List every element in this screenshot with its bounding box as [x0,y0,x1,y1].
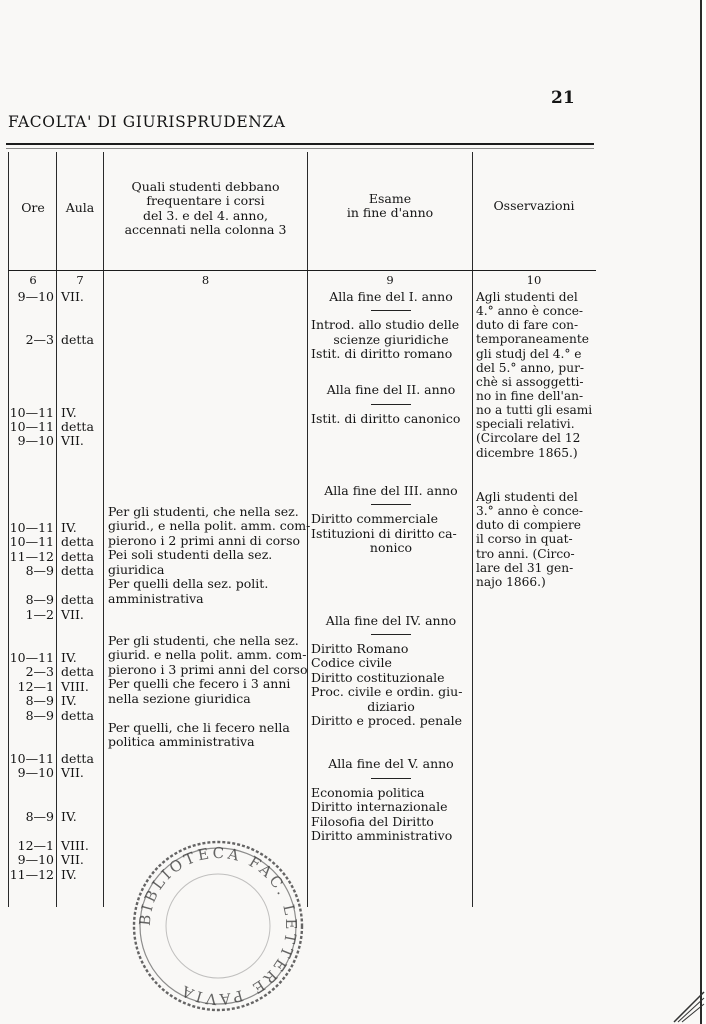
room-cell: IV. [61,693,77,709]
students-line: Per gli studenti, che nella sez. [108,633,299,648]
exam-line: Alla fine del I. anno [329,289,453,304]
rule-ore-aula [56,152,57,907]
room-cell: detta [61,418,94,434]
exam-line: Alla fine del II. anno [326,382,456,398]
header-col8-line: Quali studenti debbano [131,179,280,194]
hour-cell: 10—11 [9,404,54,420]
hour-cell [9,492,54,506]
note-line: dicembre 1865.) [476,445,578,460]
hour-cell: 9—10 [17,289,54,304]
col-number: 8 [201,273,210,287]
hour-cell [9,478,54,492]
students-line [108,706,308,720]
notes-block [476,490,598,589]
exam-separator [371,504,411,505]
corner-mark [672,978,706,1024]
col-number: 9 [386,273,394,287]
header-col8-line: frequentare i corsi [146,193,265,209]
hour-cell: 8—9 [25,808,54,824]
note-line: (Circolare del 12 [476,431,581,446]
room-cell [61,723,103,737]
exam-line [311,362,471,376]
students-line: Pei soli studenti della sez. [108,547,273,563]
exam-separator [371,404,411,405]
room-cell [61,319,103,333]
room-cell: IV. [61,404,77,420]
hour-cell: 12—1 [17,678,54,694]
hour-cell: 10—11 [9,751,54,766]
room-cell: IV. [61,866,77,882]
hour-cell [9,723,54,737]
exam-line [311,599,471,613]
note-line: il corso in quat- [476,532,573,547]
header-aula: Aula [65,200,95,215]
room-cell [61,463,103,477]
note-line: temporaneamente [476,332,589,347]
room-cell: VII. [61,433,84,449]
note-line: duto di fare con- [476,318,579,333]
hour-cell [9,795,54,809]
room-cell [61,377,103,391]
exam-separator [371,310,411,311]
hour-cell: 12—1 [17,837,54,853]
note-line: Agli studenti del [476,490,578,504]
title-rule-thin [6,148,594,149]
room-cell: detta [61,664,94,680]
exam-line: scienze giuridiche [333,331,449,347]
exam-line: diziario [367,698,415,714]
room-cell [61,637,103,651]
exam-line: Diritto amministrativo [311,828,453,844]
ore-column [9,290,54,882]
room-cell: VII. [61,606,84,622]
note-line: 4.° anno è conce- [476,304,584,319]
students-line: giurid. e nella polit. amm. com- [108,647,307,663]
hour-cell: 2—3 [25,332,54,348]
header-col10: Osservazioni [493,198,575,213]
hour-cell [9,304,54,318]
room-cell [61,824,103,838]
header-col8-line: accennati nella colonna 3 [124,222,287,238]
hour-cell [9,781,54,795]
students-line: Per quelli della sez. polit. [108,576,269,592]
hour-cell: 10—11 [9,520,54,535]
exam-line: Alla fine del IV. anno [325,612,457,628]
hour-cell: 10—11 [9,649,54,665]
students-line: Per quelli, che li fecero nella [108,719,290,735]
room-cell: VIII. [61,837,89,853]
students-line: nella sezione giuridica [108,690,251,706]
exam-line: Istit. di diritto canonico [311,410,461,426]
exam-line [311,455,471,469]
notes-block [476,290,598,460]
room-cell [61,579,103,593]
students-line: politica amministrativa [108,734,255,750]
hour-cell: 11—12 [9,548,54,564]
rule-aula-col8 [103,152,104,907]
hour-cell: 2—3 [25,664,54,680]
header-col8-line: del 3. e del 4. anno, [143,207,268,223]
exam-line: nonico [369,540,413,556]
exam-line: Diritto internazionale [311,799,448,815]
note-line: gli studj del 4.° e [476,346,582,361]
exam-column [311,290,471,844]
room-cell: detta [61,563,94,579]
students-line: pierono i 3 primi anni del corso [108,661,308,677]
header-col8 [104,180,307,238]
students-line: giurid., e nella polit. amm. com- [108,518,311,534]
exam-line: Diritto commerciale [311,511,438,527]
exam-line [311,556,471,570]
room-cell: detta [61,548,94,564]
col-number: 7 [76,273,84,287]
students-block [108,504,311,606]
exam-line: Diritto Romano [311,640,409,656]
exam-line: Filosofia del Diritto [311,813,434,829]
exam-line: Introd. allo studio delle [311,317,460,333]
hour-cell: 8—9 [25,693,54,709]
header-col9-line: Esame [368,191,412,206]
hour-cell [9,449,54,463]
hour-cell: 9—10 [17,433,54,449]
hour-cell: 10—11 [9,418,54,434]
hour-cell [9,362,54,376]
room-cell [61,795,103,809]
exam-line: Alla fine del V. anno [328,756,454,772]
note-line: no in fine dell'an- [476,388,584,403]
exam-line: Proc. civile e ordin. giu- [311,684,463,700]
header-col9-line: in fine d'anno [346,205,434,221]
exam-line: Economia politica [311,784,425,800]
svg-text:BIBLIOTECA FAC. LETTERE PAVIA [136,844,300,1009]
students-block [108,634,308,750]
students-line: Per quelli che fecero i 3 anni [108,676,291,692]
hour-cell [9,824,54,838]
page-number: 21 [551,88,575,108]
stamp-text: BIBLIOTECA FAC. LETTERE PAVIA [135,843,301,1009]
exam-line: Istituzioni di diritto ca- [311,525,457,541]
room-cell [61,391,103,405]
room-cell: VII. [61,289,84,304]
hour-cell: 1—2 [25,606,54,622]
hour-cell: 10—11 [9,534,54,550]
students-line: pierono i 2 primi anni di corso [108,532,301,548]
exam-line [311,729,471,743]
room-cell: detta [61,592,94,608]
running-title: FACOLTA' DI GIURISPRUDENZA [8,113,286,131]
header-col9 [308,192,472,221]
room-cell: IV. [61,808,77,824]
hour-cell [9,391,54,405]
exam-line [311,585,471,599]
hour-cell [9,319,54,333]
room-cell: VII. [61,852,84,868]
hour-cell [9,507,54,521]
hour-cell: 8—9 [25,707,54,723]
exam-line [311,570,471,584]
aula-column [61,290,103,882]
room-cell [61,478,103,492]
exam-line [311,470,471,484]
hour-cell [9,377,54,391]
room-cell: detta [61,707,94,723]
room-cell [61,622,103,636]
col-number: 10 [526,273,542,287]
exam-line: Alla fine del III. anno [324,483,458,499]
note-line: del 5.° anno, pur- [476,360,585,375]
hour-cell [9,348,54,362]
room-cell: IV. [61,520,77,535]
students-line: amministrativa [108,590,204,606]
note-line: no a tutti gli esami [476,403,593,418]
room-cell: VIII. [61,678,89,694]
note-line: duto di compiere [476,518,582,533]
note-line: Agli studenti del [476,290,578,304]
hour-cell [9,637,54,651]
exam-line: Istit. di diritto romano [311,346,453,362]
room-cell [61,449,103,463]
exam-line: Diritto e proced. penale [311,713,463,729]
note-line: speciali relativi. [476,417,575,432]
exam-line [311,743,471,757]
students-line: giuridica [108,561,165,577]
hour-cell [9,579,54,593]
exam-line [311,441,471,455]
room-cell: detta [61,751,94,766]
note-line: chè si assoggetti- [476,374,584,389]
students-line: Per gli studenti, che nella sez. [108,504,299,519]
room-cell: IV. [61,649,77,665]
exam-line: Codice civile [311,655,392,671]
room-cell [61,738,103,752]
room-cell [61,507,103,521]
hour-cell: 8—9 [25,592,54,608]
hour-cell [9,738,54,752]
exam-line [311,426,471,440]
hour-cell [9,622,54,636]
header-rule [8,270,596,271]
hour-cell: 9—10 [17,852,54,868]
exam-line: Diritto costituzionale [311,669,445,685]
room-cell: VII. [61,765,84,781]
room-cell: detta [61,534,94,550]
note-line: najo 1866.) [476,574,546,589]
rule-col9-col10 [472,152,473,907]
room-cell [61,781,103,795]
room-cell [61,348,103,362]
hour-cell: 11—12 [9,866,54,882]
room-cell [61,304,103,318]
room-cell [61,362,103,376]
library-stamp [128,836,308,1016]
note-line: 3.° anno è conce- [476,504,584,519]
hour-cell [9,463,54,477]
room-cell: detta [61,332,94,348]
hour-cell: 9—10 [17,765,54,781]
hour-cell: 8—9 [25,563,54,579]
exam-separator [371,778,411,779]
room-cell [61,492,103,506]
exam-separator [371,634,411,635]
note-line: tro anni. (Circo- [476,546,575,561]
note-line: lare del 31 gen- [476,560,574,575]
header-ore: Ore [21,200,45,215]
title-rule [6,143,594,145]
col-number: 6 [29,273,37,287]
